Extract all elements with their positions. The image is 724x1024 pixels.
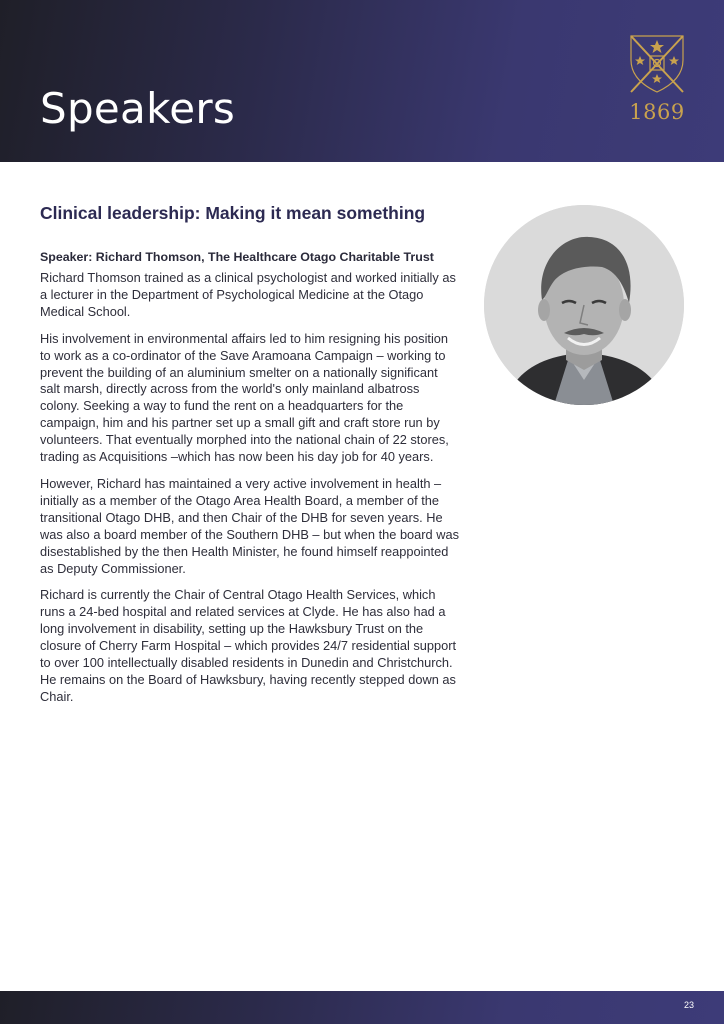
page-header-banner	[0, 0, 724, 162]
body-paragraph: Richard is currently the Chair of Central Otago Health Services, which runs a 24-bed hospital and related services at Clyde. He has also had a long involvement in disability, setting up the Hawksbury Trust on the closure of Cherry Farm Hospital – which provides 24/7 residential support to over 100 intellectually disabled residents in Dunedin and Christchurch. He remains on the Board of Hawksbury, having recently stepped down as Chair.	[40, 587, 457, 704]
body-paragraph: His involvement in environmental affairs led to him resigning his position to work as a co-ordinator of the Save Aramoana Campaign – working to prevent the building of an aluminium smelter on a nationally significant salt marsh, directly across from the world's only mainland albatross colony. Seeking a way to fund the rent on a headquarters for the campaign, him and his partner set up a small gift and craft store run by volunteers. That eventually morphed into the national chain of 22 stores, trading as Acquisitions –which has now been his day job for 40 years.	[40, 330, 449, 465]
speaker-line: Speaker: Richard Thomson, The Healthcare Otago Charitable Trust	[40, 250, 434, 264]
crest-year: 1869	[629, 100, 685, 124]
article-body	[40, 270, 460, 716]
speaker-portrait	[484, 205, 684, 405]
page-title: Speakers	[40, 84, 236, 133]
article-title: Clinical leadership: Making it mean something	[40, 203, 426, 223]
page-footer-banner	[0, 991, 724, 1024]
university-crest-icon	[628, 34, 686, 94]
body-paragraph: Richard Thomson trained as a clinical psychologist and worked initially as a lecturer in the Department of Psychological Medicine at the Otago Medical School.	[40, 270, 456, 319]
body-paragraph: However, Richard has maintained a very active involvement in health – initially as a member of the Otago Area Health Board, a member of the transitional Otago DHB, and then Chair of the DHB for seven years. He was also a board member of the Southern DHB – but when the board was disestablished by the then Health Minister, he found himself reappointed as Deputy Commissioner.	[40, 475, 459, 576]
page-number: 23	[683, 1000, 694, 1010]
